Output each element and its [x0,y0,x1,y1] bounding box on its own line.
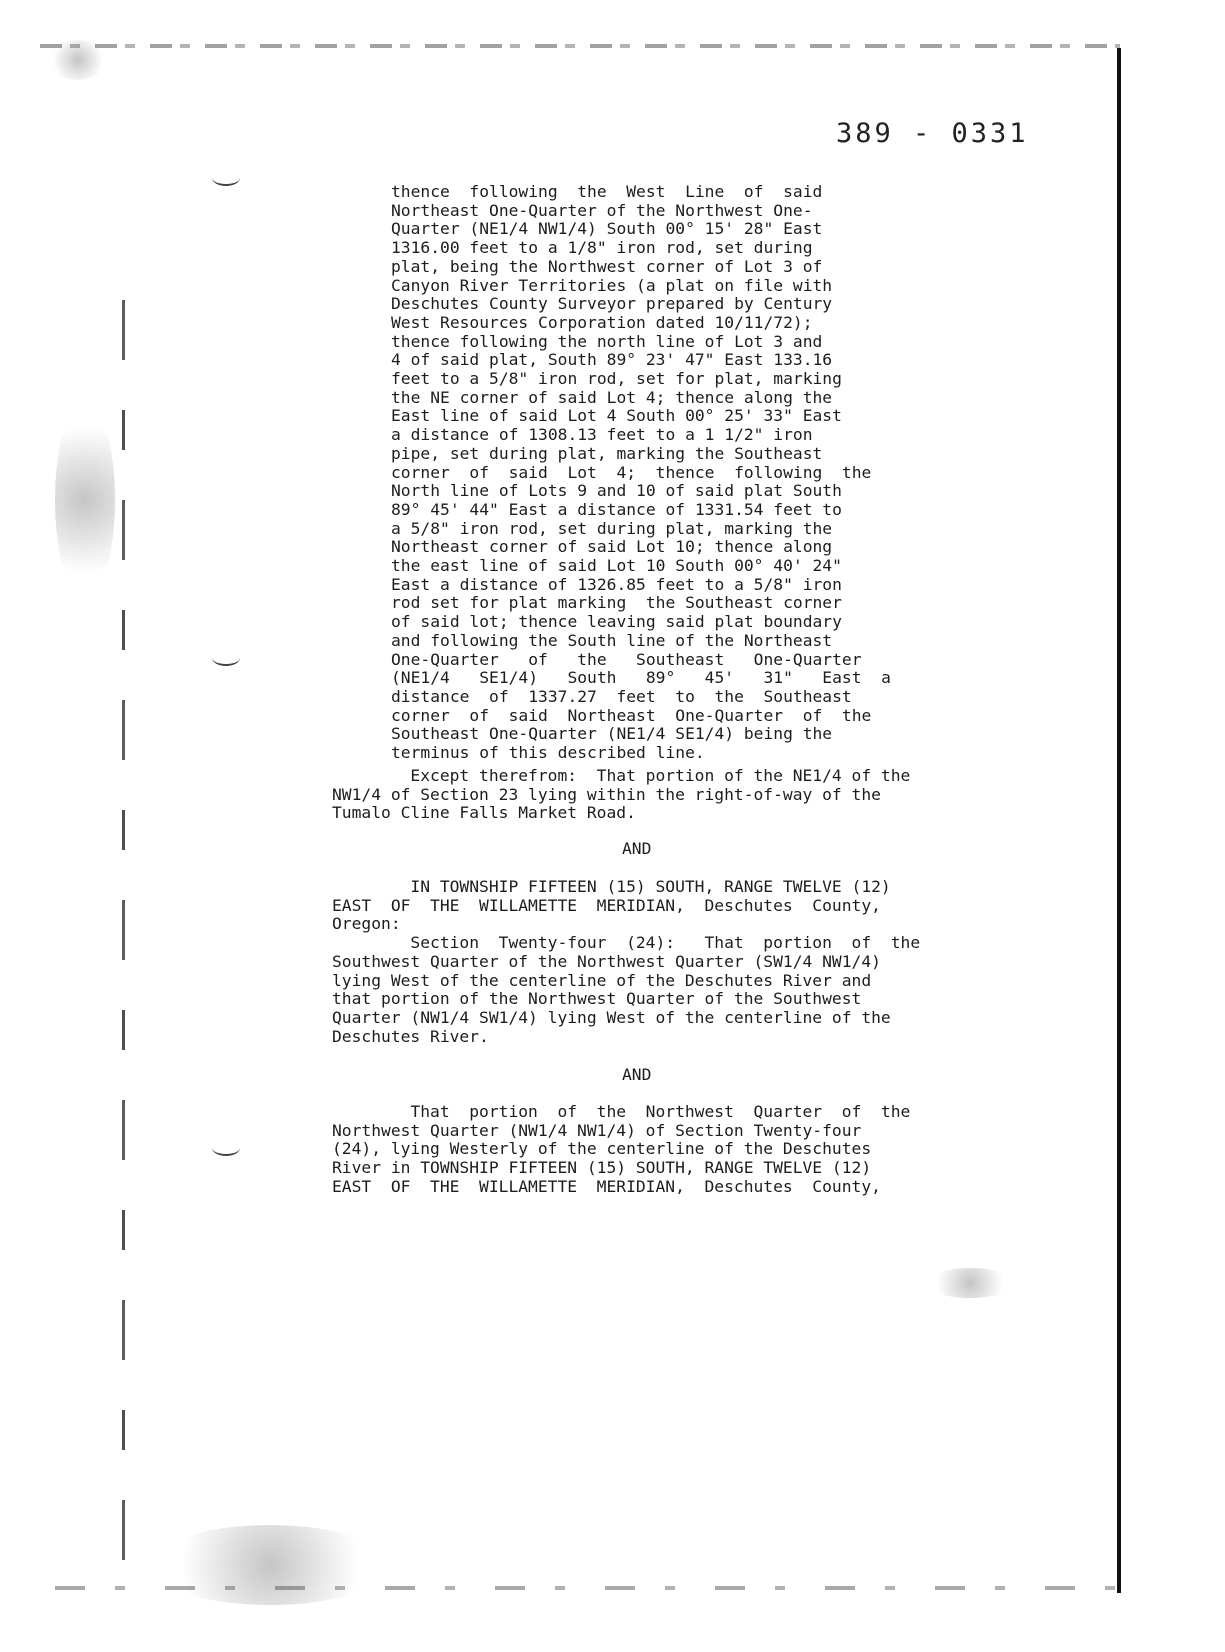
exception-paragraph: Except therefrom: That portion of the NE1/4 of the NW1/4 of Section 23 lying within the right-of-way of the Tumalo Cline Falls Market Road. [332,766,911,823]
scan-speckle [55,400,115,600]
and-separator: AND [622,1065,652,1084]
and-separator: AND [622,839,652,858]
legal-description-paragraph: thence following the West Line of said Northeast One-Quarter of the Northwest One- Quarter (NE1/4 NW1/4) South 00° 15' 28" East 1316.00 feet to a 1/8" iron rod, set during plat, being the Northwest corner of Lot 3 of Canyon River Territories (a plat on file with Deschutes County Surveyor prepared by Century West Resources Corporation dated 10/11/72); thence following the north line of Lot 3 and 4 of said plat, South 89° 23' 47" East 133.16 feet to a 5/8" iron rod, set for plat, marking the NE corner of said Lot 4; thence along the East line of said Lot 4 South 00° 25' 33" East a distance of 1308.13 feet to a 1 1/2" iron pipe, set during plat, marking the Southeast corner of said Lot 4; thence following the North line of Lots 9 and 10 of said plat South 89° 45' 44" East a distance of 1331.54 feet to a 5/8" iron rod, set during plat, marking the Northeast corner of said Lot 10; thence along the east line of said Lot 10 South 00° 40' 24" East a distance of 1326.85 feet to a 5/8" iron rod set for plat marking the Southeast corner of said lot; thence leaving said plat boundary and following the South line of the Northeast One-Quarter of the Southeast One-Quarter (NE1/4 SE1/4) South 89° 45' 31" East a distance of 1337.27 feet to the Southeast corner of said Northeast One-Quarter of the Southeast One-Quarter (NE1/4 SE1/4) being the terminus of this described line. [391,182,891,763]
northwest-quarter-paragraph: That portion of the Northwest Quarter of the Northwest Quarter (NW1/4 NW1/4) of Section Twenty-four (24), lying Westerly of the centerline of the Deschutes River in TOWNSHIP FIFTEEN (15) SOUTH, RANGE TWELVE (12) EAST OF THE WILLAMETTE MERIDIAN, Deschutes County, [332,1102,911,1196]
punch-mark [212,650,240,666]
scan-speckle [150,1525,390,1605]
page-number-stamp: 389 - 0331 [836,118,1029,149]
scan-right-edge [1117,48,1121,1593]
punch-mark [212,170,240,186]
scan-top-edge [40,44,1120,48]
township-paragraph: IN TOWNSHIP FIFTEEN (15) SOUTH, RANGE TWELVE (12) EAST OF THE WILLAMETTE MERIDIAN, Deschutes County, Oregon: Section Twenty-four (24): That portion of the Southwest Quarter of the Northwest Quarter (SW1/4 NW1/4) lying West of the centerline of the Deschutes River and that portion of the Northwest Quarter of the Southwest Quarter (NW1/4 SW1/4) lying West of the centerline of the Deschutes River. [332,877,921,1046]
punch-mark [212,1140,240,1156]
scan-speckle [48,40,108,80]
scan-left-edge [122,300,125,1590]
scan-speckle [925,1268,1015,1298]
